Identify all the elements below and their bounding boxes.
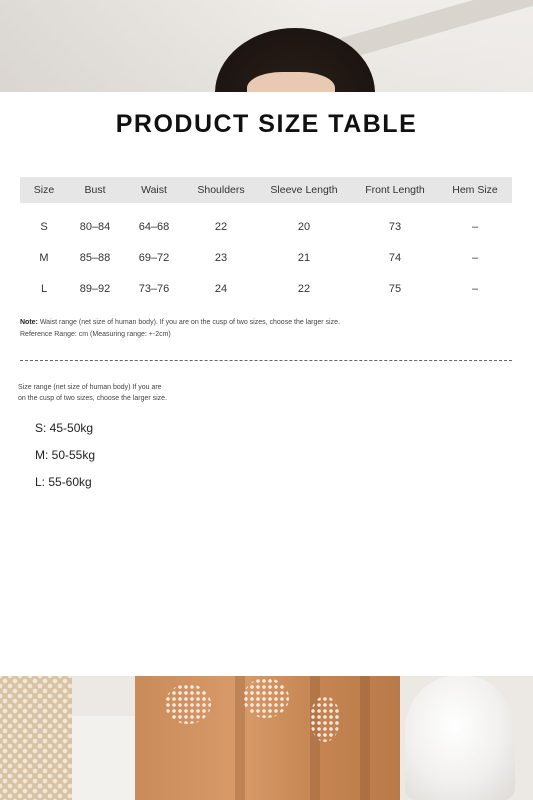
embroidery-motif [310, 696, 340, 742]
page-title: PRODUCT SIZE TABLE [115, 110, 418, 138]
cell-sleeve-length: 21 [297, 251, 311, 264]
cell-hem-size: – [471, 282, 479, 295]
header-bust: Bust [84, 184, 106, 196]
header-size: Size [33, 184, 55, 196]
photo-backdrop [60, 716, 140, 800]
header-sleeve-length: Sleeve Length [270, 184, 338, 196]
cell-front-length: 75 [388, 282, 402, 295]
header-shoulders: Shoulders [197, 184, 245, 196]
header-front-length: Front Length [365, 184, 425, 196]
cell-shoulders: 23 [214, 251, 228, 264]
weight-list [35, 420, 95, 501]
range-note-line: on the cusp of two sizes, choose the larger size. [18, 395, 168, 402]
header-waist: Waist [141, 184, 167, 196]
header-hem-size: Hem Size [452, 184, 498, 196]
skirt-fold [360, 676, 370, 800]
cell-shoulders: 22 [214, 220, 228, 233]
weight-item-s: S: 45-50kg [35, 421, 94, 435]
embroidery-motif [243, 678, 289, 718]
note-label: Note: [20, 319, 38, 326]
weight-item-m: M: 50-55kg [35, 448, 96, 462]
embroidery-motif [165, 684, 211, 724]
weight-item-l: L: 55-60kg [35, 475, 92, 489]
size-table [20, 177, 512, 304]
cell-size: S [40, 220, 48, 233]
cell-front-length: 73 [388, 220, 402, 233]
table-row [20, 203, 512, 242]
table-row [20, 242, 512, 273]
cell-waist: 64–68 [138, 220, 170, 233]
cell-size: M [39, 251, 49, 264]
table-header-row [20, 177, 512, 203]
cell-front-length: 74 [388, 251, 402, 264]
cell-bust: 89–92 [79, 282, 111, 295]
size-range-note [18, 382, 218, 404]
cell-waist: 73–76 [138, 282, 170, 295]
cell-sleeve-length: 22 [297, 282, 311, 295]
white-vase [405, 676, 515, 800]
reference-range: Reference Range: cm (Measuring range: +-2cm) [20, 331, 171, 338]
top-product-photo [0, 0, 533, 92]
knit-bag [0, 676, 72, 800]
bottom-product-photo [0, 676, 533, 800]
cell-shoulders: 24 [214, 282, 228, 295]
size-note [20, 317, 520, 341]
cell-sleeve-length: 20 [297, 220, 311, 233]
cell-hem-size: – [471, 220, 479, 233]
cell-hem-size: – [471, 251, 479, 264]
model-face [247, 72, 335, 92]
note-line [20, 317, 520, 329]
embroidered-skirt [135, 676, 400, 800]
dashed-divider [20, 360, 512, 361]
cell-waist: 69–72 [138, 251, 170, 264]
cell-bust: 85–88 [79, 251, 111, 264]
cell-size: L [40, 282, 48, 295]
table-row [20, 273, 512, 304]
range-note-line: Size range (net size of human body) If you are [18, 384, 162, 391]
size-chart-card [0, 92, 533, 676]
cell-bust: 80–84 [79, 220, 111, 233]
note-text: Waist range (net size of human body). If you are on the cusp of two sizes, choose the larger size. [37, 319, 340, 326]
